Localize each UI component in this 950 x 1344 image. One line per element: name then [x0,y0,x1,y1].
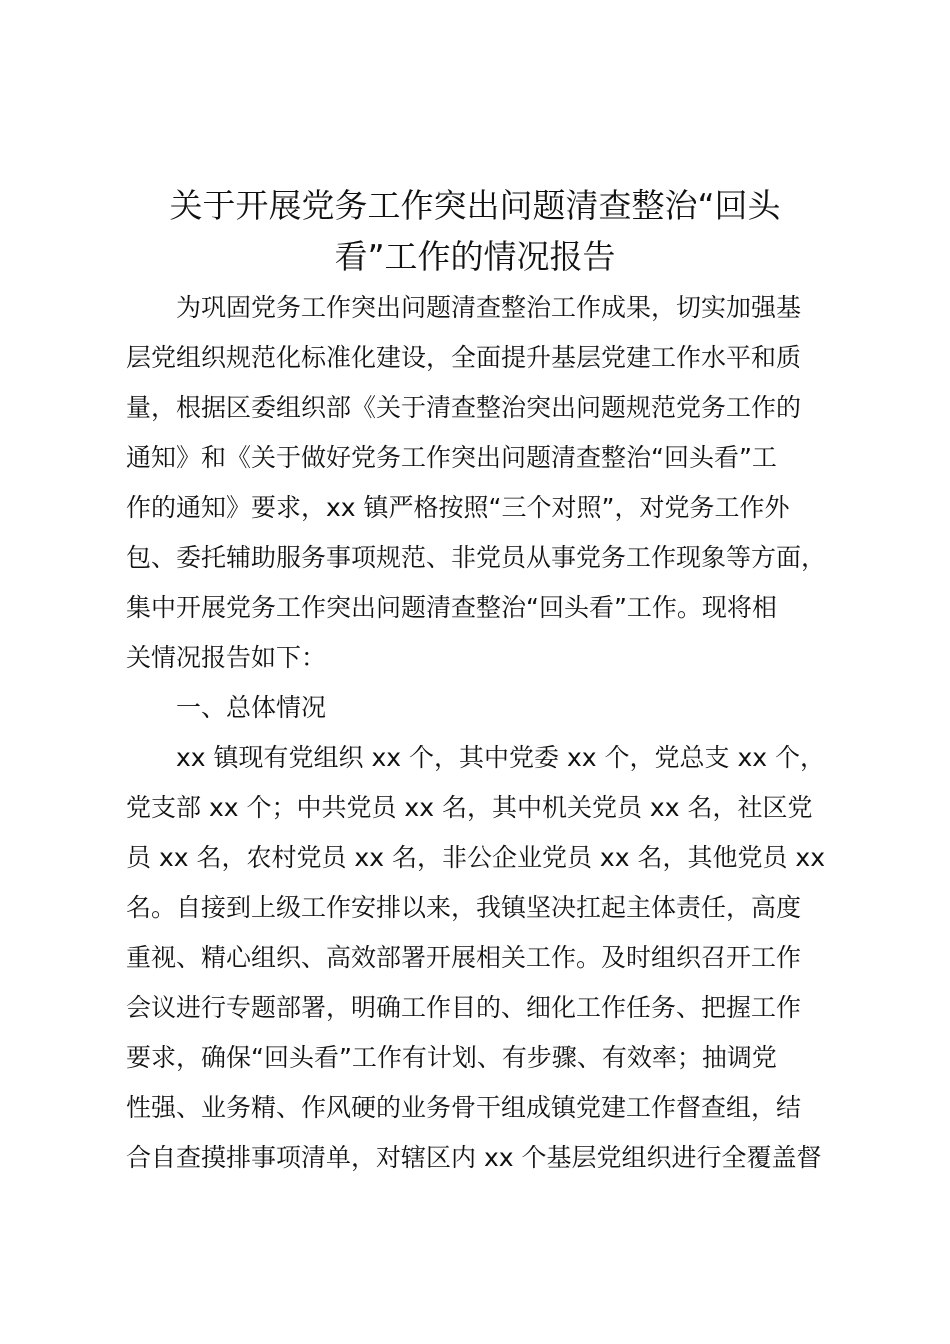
body-line: 层党组织规范化标准化建设，全面提升基层党建工作水平和质 [126,343,802,372]
body-line: 包、委托辅助服务事项规范、非党员从事党务工作现象等方面， [126,543,827,572]
body-line: 名。自接到上级工作安排以来，我镇坚决扛起主体责任，高度 [126,893,802,922]
body-line: xx 镇现有党组织 xx 个，其中党委 xx 个，党总支 xx 个， [126,743,825,772]
body-line: 重视、精心组织、高效部署开展相关工作。及时组织召开工作 [126,943,802,972]
title-line-1: 关于开展党务工作突出问题清查整治“回头 [169,186,781,225]
document-title [110,180,840,282]
title-line-2: 看”工作的情况报告 [334,237,616,276]
body-line: 集中开展党务工作突出问题清查整治“回头看”工作。现将相 [126,593,777,622]
body-line: 关情况报告如下： [126,643,327,672]
body-line: 量，根据区委组织部《关于清查整治突出问题规范党务工作的 [126,393,802,422]
body-line: 党支部 xx 个；中共党员 xx 名，其中机关党员 xx 名，社区党 [126,793,813,822]
section-heading: 一、总体情况 [126,693,327,722]
document-body [126,283,846,1183]
body-line: 员 xx 名，农村党员 xx 名，非公企业党员 xx 名，其他党员 xx [126,843,825,872]
body-line: 通知》和《关于做好党务工作突出问题清查整治“回头看”工 [126,443,777,472]
body-line: 会议进行专题部署，明确工作目的、细化工作任务、把握工作 [126,993,802,1022]
body-line: 要求，确保“回头看”工作有计划、有步骤、有效率；抽调党 [126,1043,777,1072]
body-line: 为巩固党务工作突出问题清查整治工作成果，切实加强基 [126,293,802,322]
body-line: 性强、业务精、作风硬的业务骨干组成镇党建工作督查组，结 [126,1093,802,1122]
body-line: 作的通知》要求，xx 镇严格按照“三个对照”，对党务工作外 [126,493,790,522]
body-line: 合自查摸排事项清单，对辖区内 xx 个基层党组织进行全覆盖督 [126,1143,822,1172]
